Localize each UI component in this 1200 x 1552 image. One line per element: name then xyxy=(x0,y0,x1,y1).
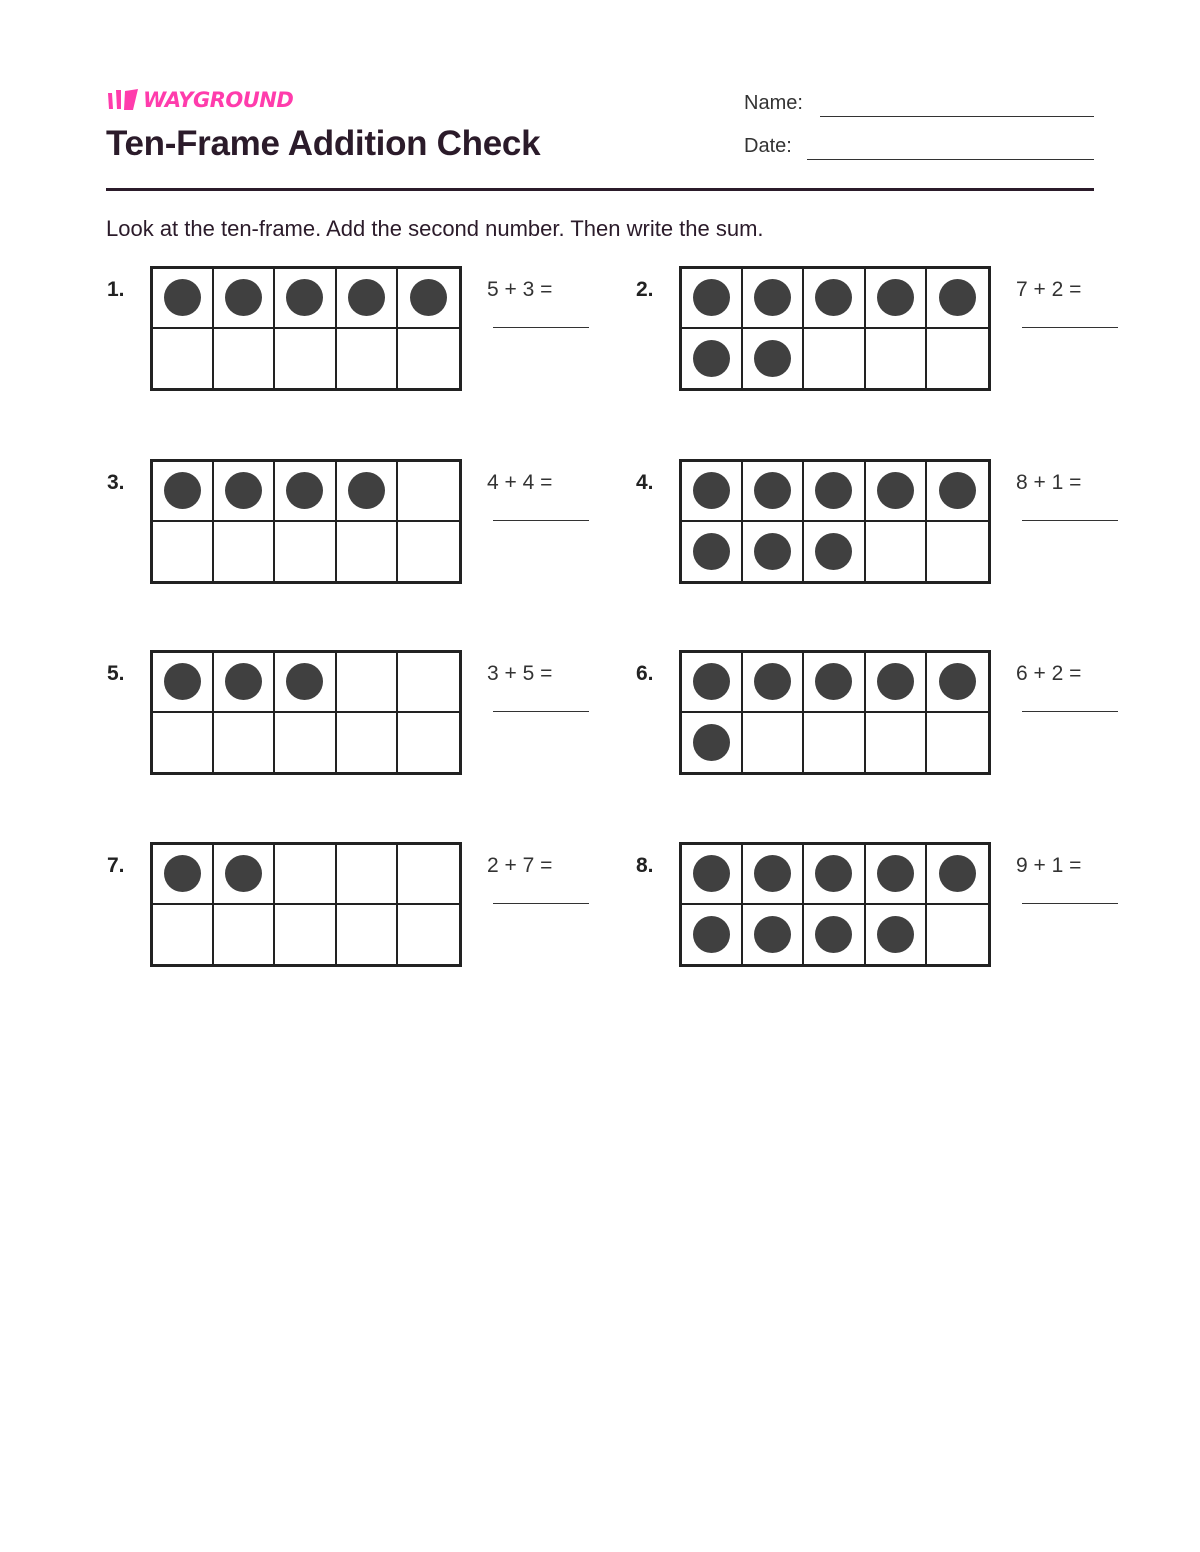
ten-frame-cell xyxy=(804,713,865,773)
counter-dot xyxy=(410,279,447,316)
ten-frame-cell xyxy=(682,269,743,329)
counter-dot xyxy=(225,663,262,700)
header-divider xyxy=(106,188,1094,191)
ten-frame-cell xyxy=(275,462,336,522)
ten-frame-cell xyxy=(153,653,214,713)
counter-dot xyxy=(815,279,852,316)
ten-frame-cell xyxy=(682,905,743,965)
addition-expression: 6 + 2 = xyxy=(1016,662,1082,685)
addition-expression: 2 + 7 = xyxy=(487,854,553,877)
addition-expression: 8 + 1 = xyxy=(1016,471,1082,494)
ten-frame-cell xyxy=(804,845,865,905)
counter-dot xyxy=(877,855,914,892)
counter-dot xyxy=(286,472,323,509)
ten-frame-cell xyxy=(682,522,743,582)
counter-dot xyxy=(754,855,791,892)
date-label: Date: xyxy=(744,135,792,157)
counter-dot xyxy=(693,533,730,570)
ten-frame-cell xyxy=(275,522,336,582)
counter-dot xyxy=(939,663,976,700)
ten-frame-cell xyxy=(866,522,927,582)
ten-frame-cell xyxy=(398,522,459,582)
counter-dot xyxy=(693,663,730,700)
counter-dot xyxy=(164,279,201,316)
ten-frame-cell xyxy=(682,845,743,905)
ten-frame-cell xyxy=(214,329,275,389)
counter-dot xyxy=(286,279,323,316)
problem-number: 6. xyxy=(636,662,654,685)
problem-7 xyxy=(107,853,667,983)
problem-8 xyxy=(636,853,1196,983)
ten-frame-cell xyxy=(398,329,459,389)
ten-frame-cell xyxy=(804,329,865,389)
ten-frame xyxy=(679,459,991,584)
counter-dot xyxy=(877,663,914,700)
problem-number: 2. xyxy=(636,278,654,301)
ten-frame-cell xyxy=(866,653,927,713)
ten-frame-cell xyxy=(743,329,804,389)
ten-frame-cell xyxy=(927,713,988,773)
counter-dot xyxy=(693,279,730,316)
ten-frame-cell xyxy=(337,522,398,582)
ten-frame xyxy=(150,266,462,391)
counter-dot xyxy=(286,663,323,700)
ten-frame-cell xyxy=(275,845,336,905)
counter-dot xyxy=(348,472,385,509)
problem-number: 8. xyxy=(636,854,654,877)
name-label: Name: xyxy=(744,92,803,114)
ten-frame-cell xyxy=(398,653,459,713)
answer-blank[interactable] xyxy=(1022,520,1118,521)
answer-blank[interactable] xyxy=(493,327,589,328)
ten-frame-cell xyxy=(153,845,214,905)
counter-dot xyxy=(693,472,730,509)
counter-dot xyxy=(348,279,385,316)
ten-frame-cell xyxy=(337,653,398,713)
problem-number: 5. xyxy=(107,662,125,685)
counter-dot xyxy=(754,916,791,953)
ten-frame-cell xyxy=(927,329,988,389)
ten-frame-cell xyxy=(153,462,214,522)
ten-frame-cell xyxy=(743,845,804,905)
ten-frame-cell xyxy=(682,329,743,389)
counter-dot xyxy=(815,533,852,570)
ten-frame-cell xyxy=(682,713,743,773)
ten-frame-cell xyxy=(682,653,743,713)
ten-frame-cell xyxy=(804,462,865,522)
counter-dot xyxy=(754,663,791,700)
ten-frame xyxy=(679,650,991,775)
ten-frame-cell xyxy=(214,462,275,522)
ten-frame-cell xyxy=(398,713,459,773)
counter-dot xyxy=(815,472,852,509)
counter-dot xyxy=(877,279,914,316)
ten-frame-cell xyxy=(153,713,214,773)
problem-number: 3. xyxy=(107,471,125,494)
problem-number: 7. xyxy=(107,854,125,877)
ten-frame-cell xyxy=(398,462,459,522)
problem-4 xyxy=(636,470,1196,600)
ten-frame-cell xyxy=(743,462,804,522)
ten-frame-cell xyxy=(337,713,398,773)
addition-expression: 3 + 5 = xyxy=(487,662,553,685)
counter-dot xyxy=(815,663,852,700)
counter-dot xyxy=(877,472,914,509)
ten-frame-cell xyxy=(337,329,398,389)
ten-frame-cell xyxy=(214,653,275,713)
counter-dot xyxy=(225,279,262,316)
counter-dot xyxy=(754,279,791,316)
problem-3 xyxy=(107,470,667,600)
counter-dot xyxy=(693,724,730,761)
ten-frame-cell xyxy=(275,905,336,965)
page-title: Ten-Frame Addition Check xyxy=(106,124,541,163)
answer-blank[interactable] xyxy=(1022,327,1118,328)
counter-dot xyxy=(815,855,852,892)
problem-5 xyxy=(107,661,667,791)
ten-frame xyxy=(679,842,991,967)
wayground-logo-icon xyxy=(107,89,139,111)
counter-dot xyxy=(754,533,791,570)
ten-frame-cell xyxy=(214,269,275,329)
ten-frame-cell xyxy=(214,905,275,965)
counter-dot xyxy=(164,663,201,700)
brand-name: WAYGROUND xyxy=(143,88,294,112)
ten-frame-cell xyxy=(337,462,398,522)
ten-frame-cell xyxy=(743,269,804,329)
ten-frame-cell xyxy=(275,329,336,389)
counter-dot xyxy=(164,472,201,509)
ten-frame-cell xyxy=(337,845,398,905)
problem-6 xyxy=(636,661,1196,791)
answer-blank[interactable] xyxy=(1022,711,1118,712)
ten-frame xyxy=(150,459,462,584)
ten-frame-cell xyxy=(275,653,336,713)
name-field[interactable] xyxy=(820,116,1094,117)
ten-frame-cell xyxy=(214,845,275,905)
ten-frame-cell xyxy=(337,269,398,329)
ten-frame-cell xyxy=(398,905,459,965)
answer-blank[interactable] xyxy=(493,520,589,521)
counter-dot xyxy=(939,472,976,509)
ten-frame-cell xyxy=(927,845,988,905)
counter-dot xyxy=(754,472,791,509)
ten-frame-cell xyxy=(866,905,927,965)
ten-frame-cell xyxy=(153,329,214,389)
counter-dot xyxy=(225,472,262,509)
counter-dot xyxy=(693,855,730,892)
ten-frame-cell xyxy=(927,462,988,522)
ten-frame-cell xyxy=(866,462,927,522)
ten-frame xyxy=(150,650,462,775)
ten-frame-cell xyxy=(866,269,927,329)
ten-frame-cell xyxy=(214,522,275,582)
ten-frame-cell xyxy=(866,713,927,773)
counter-dot xyxy=(939,855,976,892)
ten-frame xyxy=(679,266,991,391)
ten-frame-cell xyxy=(275,713,336,773)
ten-frame-cell xyxy=(866,329,927,389)
ten-frame-cell xyxy=(682,462,743,522)
ten-frame-cell xyxy=(275,269,336,329)
ten-frame xyxy=(150,842,462,967)
answer-blank[interactable] xyxy=(493,903,589,904)
ten-frame-cell xyxy=(153,905,214,965)
counter-dot xyxy=(877,916,914,953)
counter-dot xyxy=(164,855,201,892)
ten-frame-cell xyxy=(153,269,214,329)
answer-blank[interactable] xyxy=(1022,903,1118,904)
problem-1 xyxy=(107,277,667,407)
addition-expression: 7 + 2 = xyxy=(1016,278,1082,301)
ten-frame-cell xyxy=(214,713,275,773)
counter-dot xyxy=(225,855,262,892)
problem-number: 4. xyxy=(636,471,654,494)
counter-dot xyxy=(693,340,730,377)
ten-frame-cell xyxy=(927,905,988,965)
ten-frame-cell xyxy=(927,653,988,713)
ten-frame-cell xyxy=(866,845,927,905)
ten-frame-cell xyxy=(927,269,988,329)
ten-frame-cell xyxy=(743,653,804,713)
ten-frame-cell xyxy=(153,522,214,582)
counter-dot xyxy=(815,916,852,953)
problem-number: 1. xyxy=(107,278,125,301)
ten-frame-cell xyxy=(337,905,398,965)
addition-expression: 9 + 1 = xyxy=(1016,854,1082,877)
ten-frame-cell xyxy=(398,269,459,329)
ten-frame-cell xyxy=(804,522,865,582)
ten-frame-cell xyxy=(804,653,865,713)
addition-expression: 4 + 4 = xyxy=(487,471,553,494)
ten-frame-cell xyxy=(743,713,804,773)
counter-dot xyxy=(939,279,976,316)
counter-dot xyxy=(693,916,730,953)
date-field[interactable] xyxy=(807,159,1094,160)
problem-2 xyxy=(636,277,1196,407)
counter-dot xyxy=(754,340,791,377)
ten-frame-cell xyxy=(927,522,988,582)
ten-frame-cell xyxy=(804,905,865,965)
answer-blank[interactable] xyxy=(493,711,589,712)
brand xyxy=(107,88,293,112)
ten-frame-cell xyxy=(804,269,865,329)
ten-frame-cell xyxy=(743,905,804,965)
ten-frame-cell xyxy=(398,845,459,905)
addition-expression: 5 + 3 = xyxy=(487,278,553,301)
ten-frame-cell xyxy=(743,522,804,582)
instructions: Look at the ten-frame. Add the second number. Then write the sum. xyxy=(106,216,764,241)
